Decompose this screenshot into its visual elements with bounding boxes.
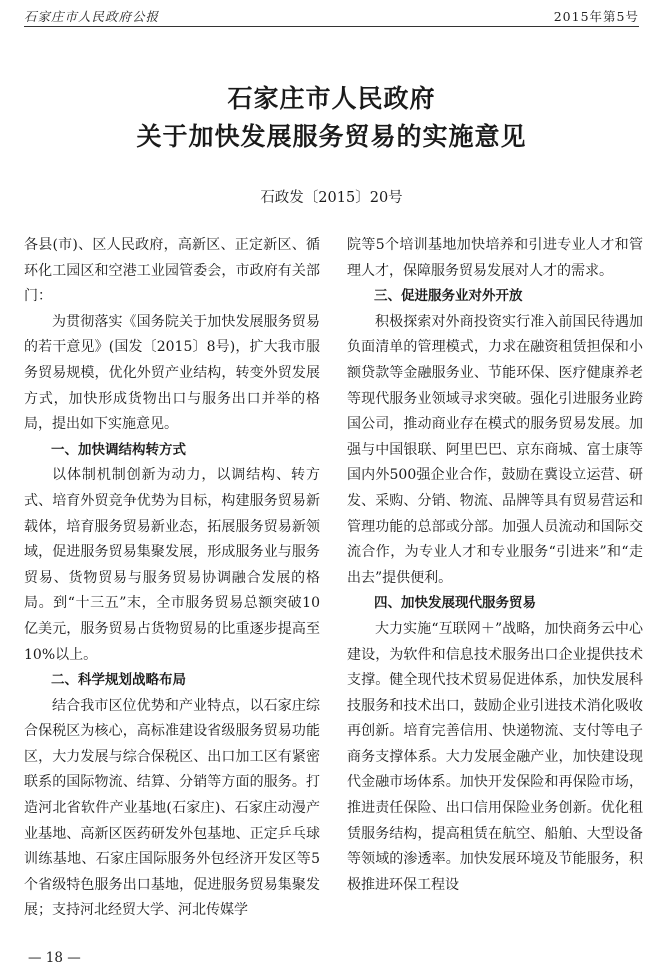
salutation: 各县(市)、区人民政府，高新区、正定新区、循环化工园区和空港工业园管委会，市政府有关部门：: [24, 237, 320, 305]
publication-name: 石家庄市人民政府公报: [24, 9, 160, 24]
right-column: [347, 233, 643, 898]
page-header: [24, 6, 639, 27]
section-1-heading: 一、加快调结构转方式: [51, 441, 186, 458]
title-line-2: 关于加快发展服务贸易的实施意见: [136, 122, 527, 151]
intro-paragraph: 为贯彻落实《国务院关于加快发展服务贸易的若干意见》(国发〔2015〕8号)，扩大我市服务贸易规模，优化外贸产业结构，转变外贸发展方式，加快形成货物出口与服务出口并举的格局，提出如下实施意见。: [24, 313, 320, 433]
section-1-body: 以体制机制创新为动力，以调结构、转方式、培育外贸竞争优势为目标，构建服务贸易新载体，培育服务贸易新业态，拓展服务贸易新领域，促进服务贸易集聚发展，形成服务业与服务贸易、货物贸易与服务贸易协调融合发展的格局。到“十三五”末，全市服务贸易总额突破10亿美元，服务贸易占货物贸易的比重逐步提高至10%以上。: [24, 467, 320, 663]
left-column: [24, 233, 320, 924]
section-2-continuation: 院等5个培训基地加快培养和引进专业人才和管理人才，保障服务贸易发展对人才的需求。: [347, 237, 643, 279]
section-3-heading: 三、促进服务业对外开放: [374, 288, 523, 305]
page-number: — 18 —: [28, 950, 81, 966]
issue-number: 2015年第5号: [553, 9, 639, 24]
section-4-heading: 四、加快发展现代服务贸易: [374, 595, 536, 612]
section-4-body: 大力实施“互联网＋”战略，加快商务云中心建设，为软件和信息技术服务出口企业提供技术支撑。健全现代技术贸易促进体系，加快发展科技服务和技术出口，鼓励企业引进技术消化吸收再创新。培育完善信用、快递物流、支付等电子商务支撑体系。大力发展金融产业，加快建设现代金融市场体系。加快开发保险和再保险市场，推进责任保险、出口信用保险业务创新。优化租赁服务结构，提高租赁在航空、船舶、大型设备等领域的渗透率。加快发展环境及节能服务，积极推进环保工程设: [347, 620, 643, 893]
section-2-heading: 二、科学规划战略布局: [51, 672, 186, 689]
section-3-body: 积极探索对外商投资实行准入前国民待遇加负面清单的管理模式，力求在融资租赁担保和小额贷款等金融服务业、节能环保、医疗健康养老等现代服务业领域寻求突破。强化引进服务业跨国公司，推动商业存在模式的服务贸易发展。加强与中国银联、阿里巴巴、京东商城、富士康等国内外500强企业合作，鼓励在冀设立运营、研发、采购、分销、物流、品牌等具有贸易营运和管理功能的总部或分部。加强人员流动和国际交流合作，为专业人才和专业服务“引进来”和“走出去”提供便利。: [347, 313, 643, 586]
document-title: [0, 80, 663, 156]
title-line-1: 石家庄市人民政府: [227, 84, 436, 113]
document-number: 石政发〔2015〕20号: [260, 190, 403, 206]
section-2-body: 结合我市区位优势和产业特点，以石家庄综合保税区为核心，高标准建设省级服务贸易功能区，大力发展与综合保税区、出口加工区有紧密联系的国际物流、结算、分销等方面的服务。打造河北省软件产业基地(石家庄)、石家庄动漫产业基地、高新区医药研发外包基地、正定乒乓球训练基地、石家庄国际服务外包经济开发区等5个省级特色服务出口基地，促进服务贸易集聚发展；支持河北经贸大学、河北传媒学: [24, 697, 320, 919]
